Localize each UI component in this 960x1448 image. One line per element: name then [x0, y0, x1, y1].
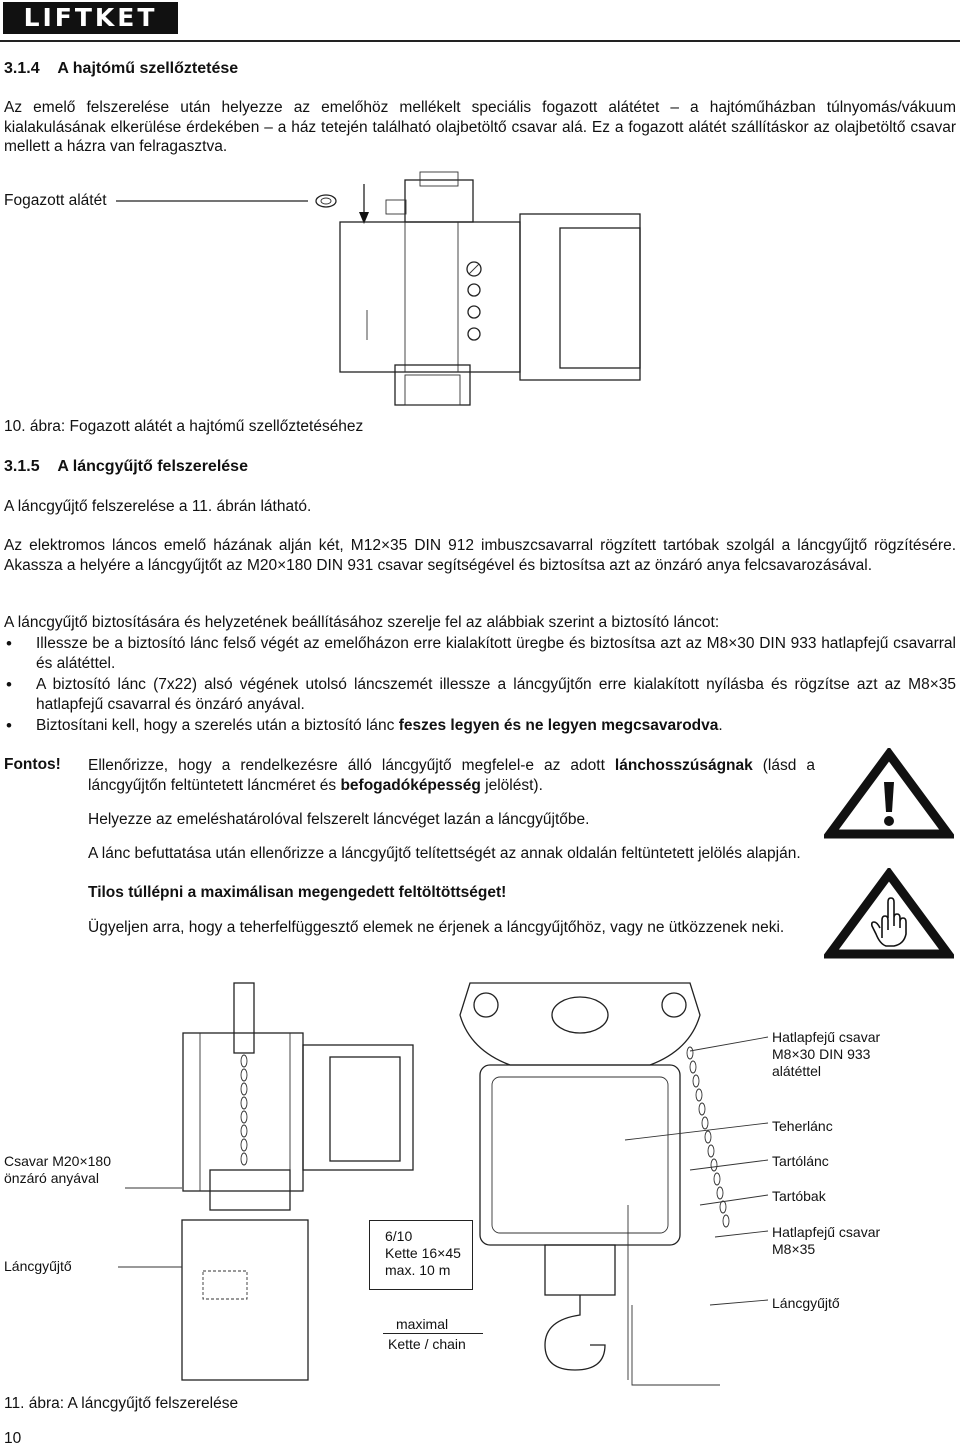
- section-314-paragraph: Az emelő felszerelése után helyezze az emelőhöz mellékelt speciális fogazott alátétet – a hajtóműházban túlnyomás/vákuum kialakulásának elkerülése érdekében – a ház tetején található olajbetöltő csavar alá. Ez a fogazott alátét szállításkor az olajbetöltő csavar mellett a házra van felragasztva.: [4, 99, 956, 155]
- fontos-p1-c: (lásd a láncgyűjtőn feltüntetett láncméret és: [88, 757, 815, 794]
- section-315-para3: A láncgyűjtő biztosítására és helyzetének beállításához szerelje fel az alábbiak szerint a biztosító láncot:: [4, 614, 720, 631]
- fontos-p1-bold1: lánchosszúságnak: [614, 757, 753, 774]
- chain-spec-text: 6/10 Kette 16×45 max. 10 m: [385, 1228, 461, 1278]
- fig11-caption: 11. ábra: A láncgyűjtő felszerelése: [4, 1395, 239, 1412]
- warning-hand-icon: [824, 868, 954, 960]
- fontos-para1: [88, 756, 815, 795]
- bullet-item: • Illessze be a biztosító lánc felső végét az emelőházon erre kialakított üregbe és biztosítsa azt az M8×30 DIN 933 hatlapfejű csavarral és alátéttel.: [4, 634, 956, 673]
- fig10-caption: 10. ábra: Fogazott alátét a hajtómű szellőztetéséhez: [4, 418, 364, 435]
- bullet3-text-c: .: [718, 717, 723, 734]
- fig11-label-support-chain: Tartólánc: [772, 1153, 829, 1169]
- fig11-label-load-chain: Teherlánc: [772, 1118, 833, 1134]
- fig10-label: Fogazott alátét: [4, 192, 107, 209]
- liftket-logo: LIFTKET: [3, 2, 178, 34]
- chain-links-left: [241, 1055, 247, 1165]
- fig11-label-collector-right: Láncgyűjtő: [772, 1295, 840, 1311]
- fontos-p1-a: Ellenőrizze, hogy a rendelkezésre álló láncgyűjtő megfelel-e az adott: [88, 757, 615, 774]
- fig11-label-bolt-m8x35: Hatlapfejű csavar M8×35: [772, 1224, 881, 1257]
- fig11-label-bracket: Tartóbak: [772, 1188, 826, 1204]
- page-number: 10: [4, 1430, 22, 1447]
- hoist-drawing-fig10: [0, 170, 700, 410]
- chain-spec-box: [369, 1220, 473, 1290]
- section-315-para1: A láncgyűjtő felszerelése a 11. ábrán látható.: [4, 498, 312, 515]
- fontos-p1-e: jelölést).: [480, 776, 543, 794]
- fig11-label-collector-left: Láncgyűjtő: [4, 1258, 72, 1274]
- fontos-label: Fontos!: [4, 756, 61, 773]
- section-heading-315: 3.1.5 A láncgyűjtő felszerelése: [4, 458, 248, 475]
- fig11-kette: Kette / chain: [388, 1336, 466, 1352]
- bullet3-text-bold: feszes legyen és ne legyen megcsavarodva: [398, 717, 719, 734]
- fontos-para5: Ügyeljen arra, hogy a teherfelfüggesztő elemek ne érjenek a láncgyűjtőhöz, vagy ne ütközzenek neki.: [88, 919, 785, 936]
- fontos-para4: Tilos túllépni a maximálisan megengedett feltöltöttséget!: [88, 884, 507, 901]
- fontos-p1-bold2: befogadóképesség: [340, 776, 481, 794]
- warning-exclamation-icon: [824, 748, 954, 840]
- bullet-item: • A biztosító lánc (7x22) alsó végének utolsó láncszemét illessze a láncgyűjtőn erre kialakított nyílásba és rögzítse azt az M8×35 hatlapfejű csavarral és önzáró anyával.: [4, 675, 956, 714]
- fig11-maximal: maximal: [396, 1316, 449, 1332]
- fontos-para3: A lánc befuttatása után ellenőrizze a láncgyűjtő telítettségét az annak oldalán feltüntetett jelölés alapján.: [88, 845, 801, 862]
- fontos-para2: Helyezze az emeléshatárolóval felszerelt láncvéget lazán a láncgyűjtőbe.: [88, 811, 590, 828]
- bullet-item: [4, 716, 956, 736]
- fig11-label-bolt-m8x30: Hatlapfejű csavar M8×30 DIN 933 alátéttel: [772, 1029, 881, 1079]
- header-rule: [0, 40, 960, 42]
- section-315-para2: Az elektromos láncos emelő házának alján két, M12×35 DIN 912 imbuszcsavarral rögzített tartóbak szolgál a láncgyűjtő rögzítésére. Akassza a helyére a láncgyűjtőt az M20×180 DIN 931 csavar segítségével és biztosítsa azt az önzáró anya felcsavarozásával.: [4, 537, 956, 574]
- fig11-divider: [383, 1333, 483, 1334]
- bullet-list: [4, 634, 956, 738]
- section-heading-314: 3.1.4 A hajtómű szellőztetése: [4, 60, 239, 77]
- fig11-label-bolt: Csavar M20×180 önzáró anyával: [4, 1153, 112, 1186]
- chain-links-right: [687, 1047, 729, 1227]
- bullet3-text-a: Biztosítani kell, hogy a szerelés után a biztosító lánc: [36, 717, 399, 734]
